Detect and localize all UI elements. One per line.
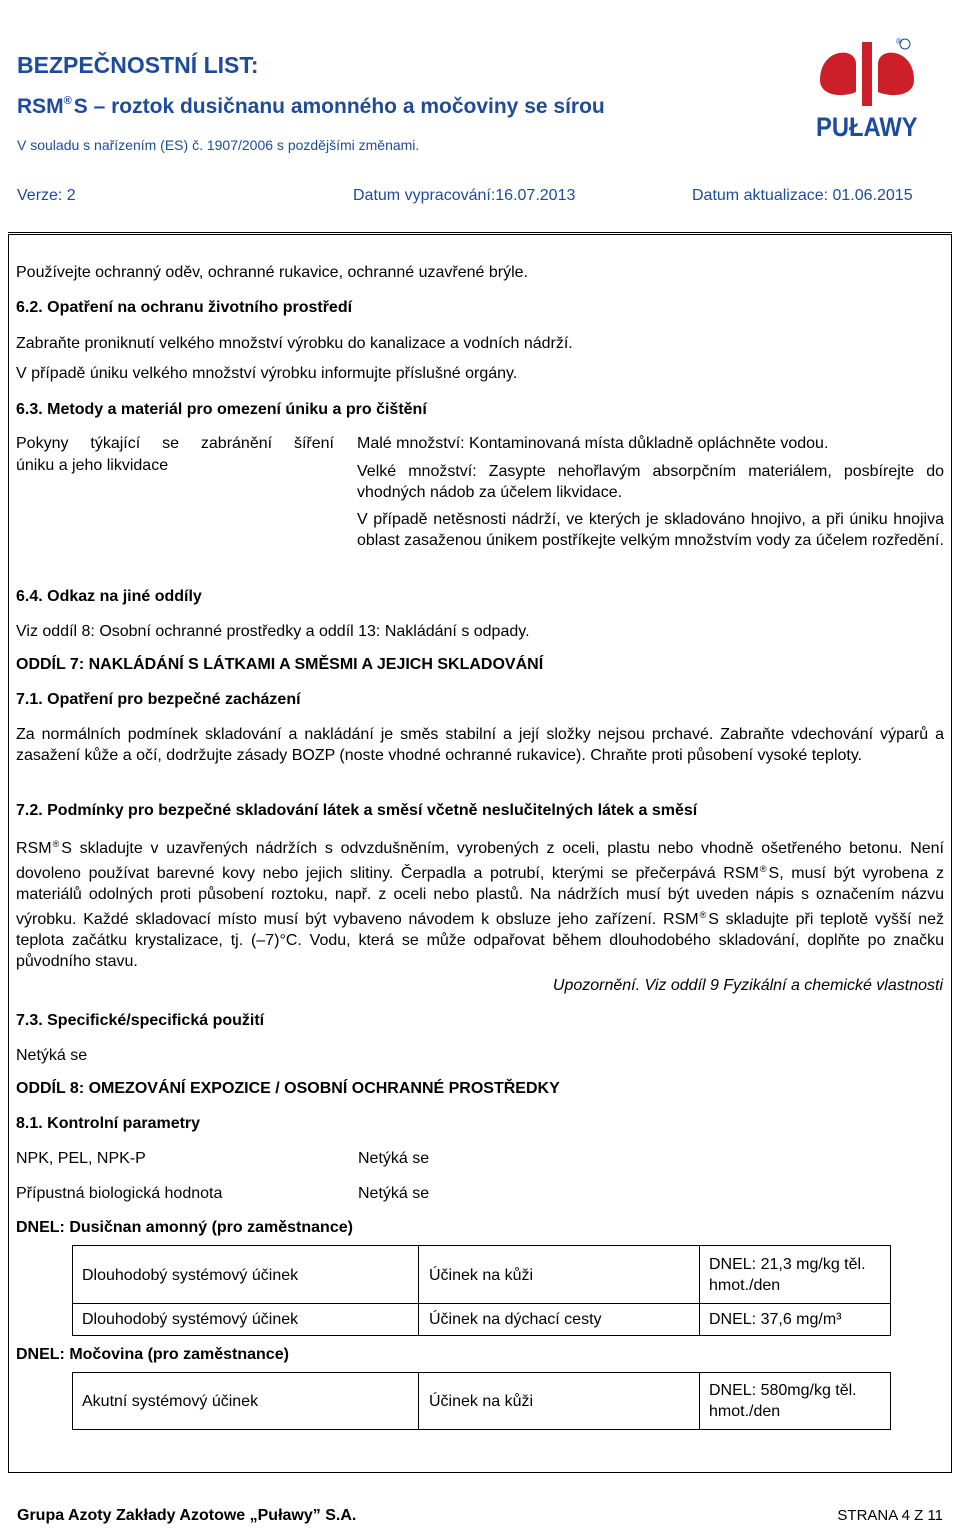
table-row-effect: Dlouhodobý systémový účinek [82,1267,299,1284]
pulawy-logo [812,36,922,146]
logo-registered-mark: ® [896,37,902,46]
table-row-effect: Dlouhodobý systémový účinek [82,1311,299,1328]
product-name: RSM®S – roztok dusičnanu amonného a močoviny se sírou [17,95,605,118]
section-7-heading: ODDÍL 7: NAKLÁDÁNÍ S LÁTKAMI A SMĚSMI A JEJICH SKLADOVÁNÍ [16,656,544,673]
frame-left-border [8,234,9,1472]
tank-leak-text: V případě netěsnosti nádrží, ve kterých je skladováno hnojivo, a při úniku hnojiva oblast zasaženou únikem postříkejte velkým množstvím vody za účelem rozředění. [357,511,944,549]
footer-page-number: STRANA 4 Z 11 [837,1507,943,1524]
document-title: BEZPEČNOSTNÍ LIST: [17,52,259,78]
heading-7-2: 7.2. Podmínky pro bezpečné skladování látek a směsí včetně neslučitelných látek a směsí [16,802,698,819]
small-spill-text: Malé množství: Kontaminovaná místa důkladně opláchněte vodou. [357,435,829,452]
npk-label: NPK, PEL, NPK-P [16,1150,146,1167]
version: Verze: 2 [17,187,76,204]
dnel-urea-table [72,1372,891,1430]
table-col-divider [418,1246,419,1335]
dnel-ammonium-heading: DNEL: Dusičnan amonný (pro zaměstnance) [16,1219,353,1236]
section-8-heading: ODDÍL 8: OMEZOVÁNÍ EXPOZICE / OSOBNÍ OCHRANNÉ PROSTŘEDKY [16,1080,560,1097]
ppe-instruction: Používejte ochranný oděv, ochranné rukavice, ochranné uzavřené brýle. [16,264,529,281]
regulation-note: V souladu s nařízením (ES) č. 1907/2006 s pozdějšími změnami. [17,137,420,153]
environment-text-1: Zabraňte proniknutí velkého množství výrobku do kanalizace a vodních nádrží. [16,335,573,352]
header-divider-bottom [8,234,952,235]
heading-6-4: 6.4. Odkaz na jiné oddíly [16,588,202,605]
large-spill-text: Velké množství: Zasypte nehořlavým absorpčním materiálem, posbírejte do vhodných nádob za účelem likvidace. [357,463,944,501]
table-row-value: DNEL: 580mg/kg těl. hmot./den [709,1382,857,1420]
heading-7-1: 7.1. Opatření pro bezpečné zacházení [16,691,301,708]
table-row-value: DNEL: 37,6 mg/m³ [709,1311,842,1328]
handling-text: Za normálních podmínek skladování a nakládání je směs stabilní a její složky nejsou prchavé. Zabraňte vdechování výparů a zasažení kůže a očí, dodržujte zásady BOZP (noste vhodné ochranné rukavice). Chraňte proti působení vysoké teploty. [16,726,944,764]
table-row-route: Účinek na dýchací cesty [429,1311,602,1328]
dnel-ammonium-table [72,1245,891,1336]
table-col-divider [418,1373,419,1429]
frame-right-border [951,234,952,1472]
storage-text: RSM® S skladujte v uzavřených nádržích s odvzdušněním, vyrobených z oceli, plastu nebo vhodně ošetřeného betonu. Není dovoleno používat barevné kovy nebo jejich slitiny. Čerpadla a potrubí, kterými se přečerpává RSM® S, musí být vyrobena z materiálů odolných proti působení roztoku, např. z oceli nebo plastů. Na nádržích musí být uveden nápis s označením názvu výrobku. Každé skladovací místo musí být vybaveno návodem k obsluze jeho zařízení. RSM® S skladujte při teplotě vyšší než teplota začátku krystalizace, tj. (–7)°C. Vodu, která se může odpařovat během dlouhodobého skladování, doplňte po značku původního stavu. [16,839,945,970]
footer-company: Grupa Azoty Zakłady Azotowe „Puławy” S.A. [17,1507,357,1524]
heading-6-3: 6.3. Metody a materiál pro omezení úniku a pro čištění [16,401,427,418]
heading-8-1: 8.1. Kontrolní parametry [16,1115,201,1132]
date-created: Datum vypracování:16.07.2013 [353,187,576,204]
biological-limit-value: Netýká se [358,1185,430,1202]
npk-value: Netýká se [358,1150,430,1167]
reference-text: Viz oddíl 8: Osobní ochranné prostředky a oddíl 13: Nakládání s odpady. [16,623,530,640]
storage-note: Upozornění. Viz oddíl 9 Fyzikální a chemické vlastnosti [552,977,943,994]
logo-wordmark: PUŁAWY [816,112,918,142]
biological-limit-label: Přípustná biologická hodnota [16,1185,223,1202]
heading-7-3: 7.3. Specifické/specifická použití [16,1012,265,1029]
table-row-effect: Akutní systémový účinek [82,1393,259,1410]
containment-label-line2: úniku a jeho likvidace [16,457,169,474]
table-row-route: Účinek na kůži [429,1267,534,1284]
table-col-divider [699,1373,700,1429]
table-row-route: Účinek na kůži [429,1393,534,1410]
environment-text-2: V případě úniku velkého množství výrobku informujte příslušné orgány. [16,365,518,382]
header-divider-top [8,232,952,233]
table-row-divider [73,1303,890,1304]
specific-use-text: Netýká se [16,1047,88,1064]
frame-bottom-border [8,1472,952,1473]
dnel-urea-heading: DNEL: Močovina (pro zaměstnance) [16,1346,289,1363]
table-col-divider [699,1246,700,1335]
heading-6-2: 6.2. Opatření na ochranu životního prostředí [16,299,353,316]
containment-label-line1: Pokyny týkající se zabránění šíření [16,435,334,452]
date-updated: Datum aktualizace: 01.06.2015 [692,187,913,204]
table-row-value: DNEL: 21,3 mg/kg těl. hmot./den [709,1256,866,1294]
